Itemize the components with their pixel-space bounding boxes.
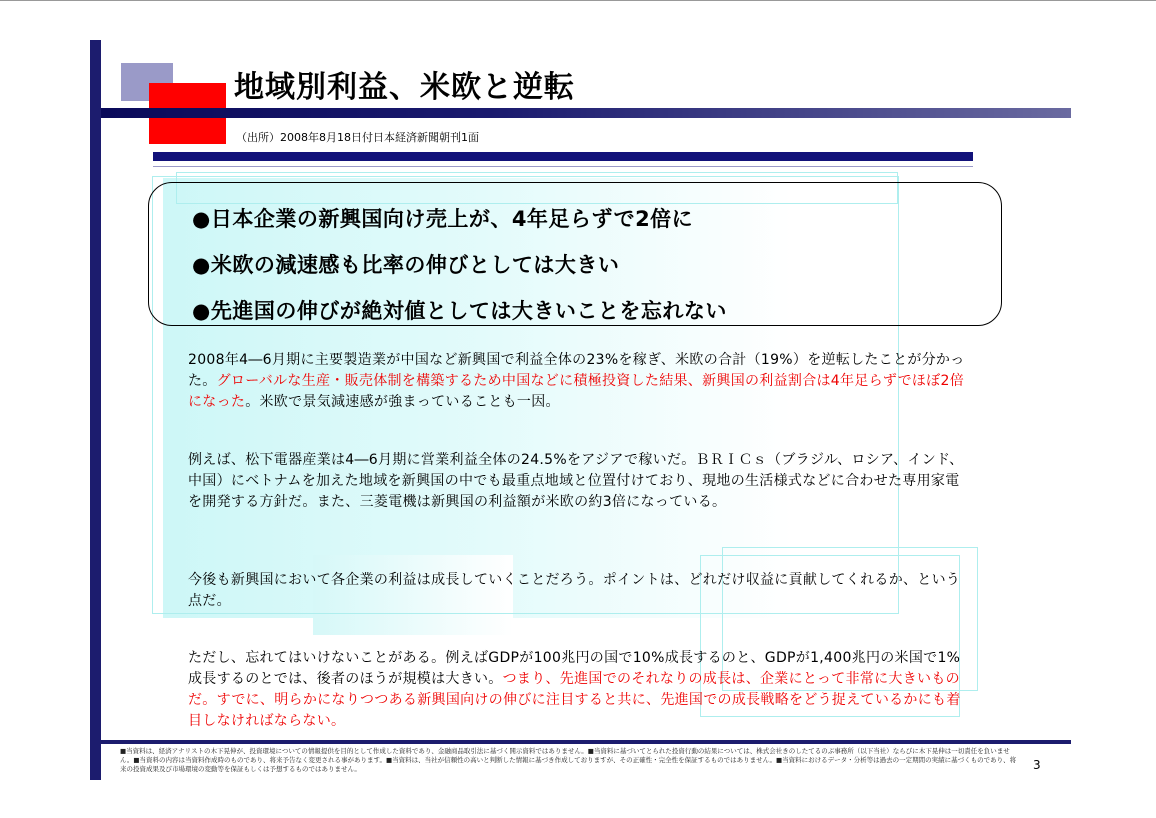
paragraph-4-highlight: つまり、先進国でのそれなりの成長は、企業にとって非常に大きいものだ。すでに、明らかになりつつある新興国向けの伸びに注目すると共に、先進国での成長戦略をどう捉えているかにも着目しなければならない。: [188, 671, 961, 729]
page-number: 3: [1033, 758, 1041, 772]
paragraph-3: 今後も新興国において各企業の利益は成長していくことだろう。ポイントは、どれだけ収益に貢献してくれるか、という点だ。: [188, 572, 961, 609]
disclaimer-text: ■当資料は、経済アナリストの木下晃伸が、投資環境についての情報提供を目的として作成した資料であり、金融商品取引法に基づく開示資料ではありません。■当資料に基づいてとられた投資行動の結果については、株式会社きのしたてるのぶ事務所（以下当社）ならびに木下晃伸は一切責任を負いません。■当資料の内容は当資料作成時のものであり、将来予告なく変更される事があります。■当資料は、当社が信頼性の高いと判断した情報に基づき作成しておりますが、その正確性・完全性を保証するものではありません。■当資料におけるデータ・分析等は過去の一定期間の実績に基づくものであり、将来の投資成果及び市場環境の変動等を保証もしくは予想するものではありません。: [120, 747, 1017, 773]
slide-title: 地域別利益、米欧と逆転: [234, 70, 575, 105]
source-citation: （出所）2008年8月18日付日本経済新聞朝刊1面: [236, 131, 479, 144]
footer-divider: [101, 740, 1071, 744]
left-accent-bar: [90, 40, 101, 780]
top-border-line: [0, 0, 1156, 1]
title-underline-bar: [101, 108, 1071, 118]
thin-divider: [153, 166, 973, 167]
key-point-3: ●先進国の伸びが絶対値としては大きいことを忘れない: [192, 299, 727, 323]
paragraph-4-text: ただし、忘れてはいけないことがある。例えばGDPが100兆円の国で10%成長するのと、GDPが1,400兆円の米国で1%成長するのとでは、後者のほうが規模は大きい。: [188, 650, 961, 687]
key-point-1: ●日本企業の新興国向け売上が、4年足らずで2倍に: [192, 207, 694, 231]
key-point-2: ●米欧の減速感も比率の伸びとしては大きい: [192, 253, 620, 277]
paragraph-2: 例えば、松下電器産業は4―6月期に営業利益全体の24.5%をアジアで稼いだ。ＢＲＩＣｓ（ブラジル、ロシア、インド、中国）にベトナムを加えた地域を新興国の中でも最重点地域と位置付けており、現地の生活様式などに合わせた専用家電を開発する方針だ。また、三菱電機は新興国の利益額が米欧の約3倍になっている。: [188, 452, 964, 510]
paragraph-1-highlight: グローバルな生産・販売体制を構築するため中国などに積極投資した結果、新興国の利益割合は4年足らずでほぼ2倍になった: [188, 373, 965, 410]
paragraph-4: [188, 648, 970, 732]
paragraph-1-text-end: 。米欧で景気減速感が強まっていることも一因。: [245, 394, 560, 410]
navy-divider: [153, 152, 973, 161]
paragraph-1-text: 2008年4―6月期に主要製造業が中国など新興国で利益全体の23%を稼ぎ、米欧の合計（19%）を逆転したことが分かった。: [188, 352, 965, 389]
key-points-list: [192, 196, 727, 334]
paragraph-1: [188, 350, 970, 413]
